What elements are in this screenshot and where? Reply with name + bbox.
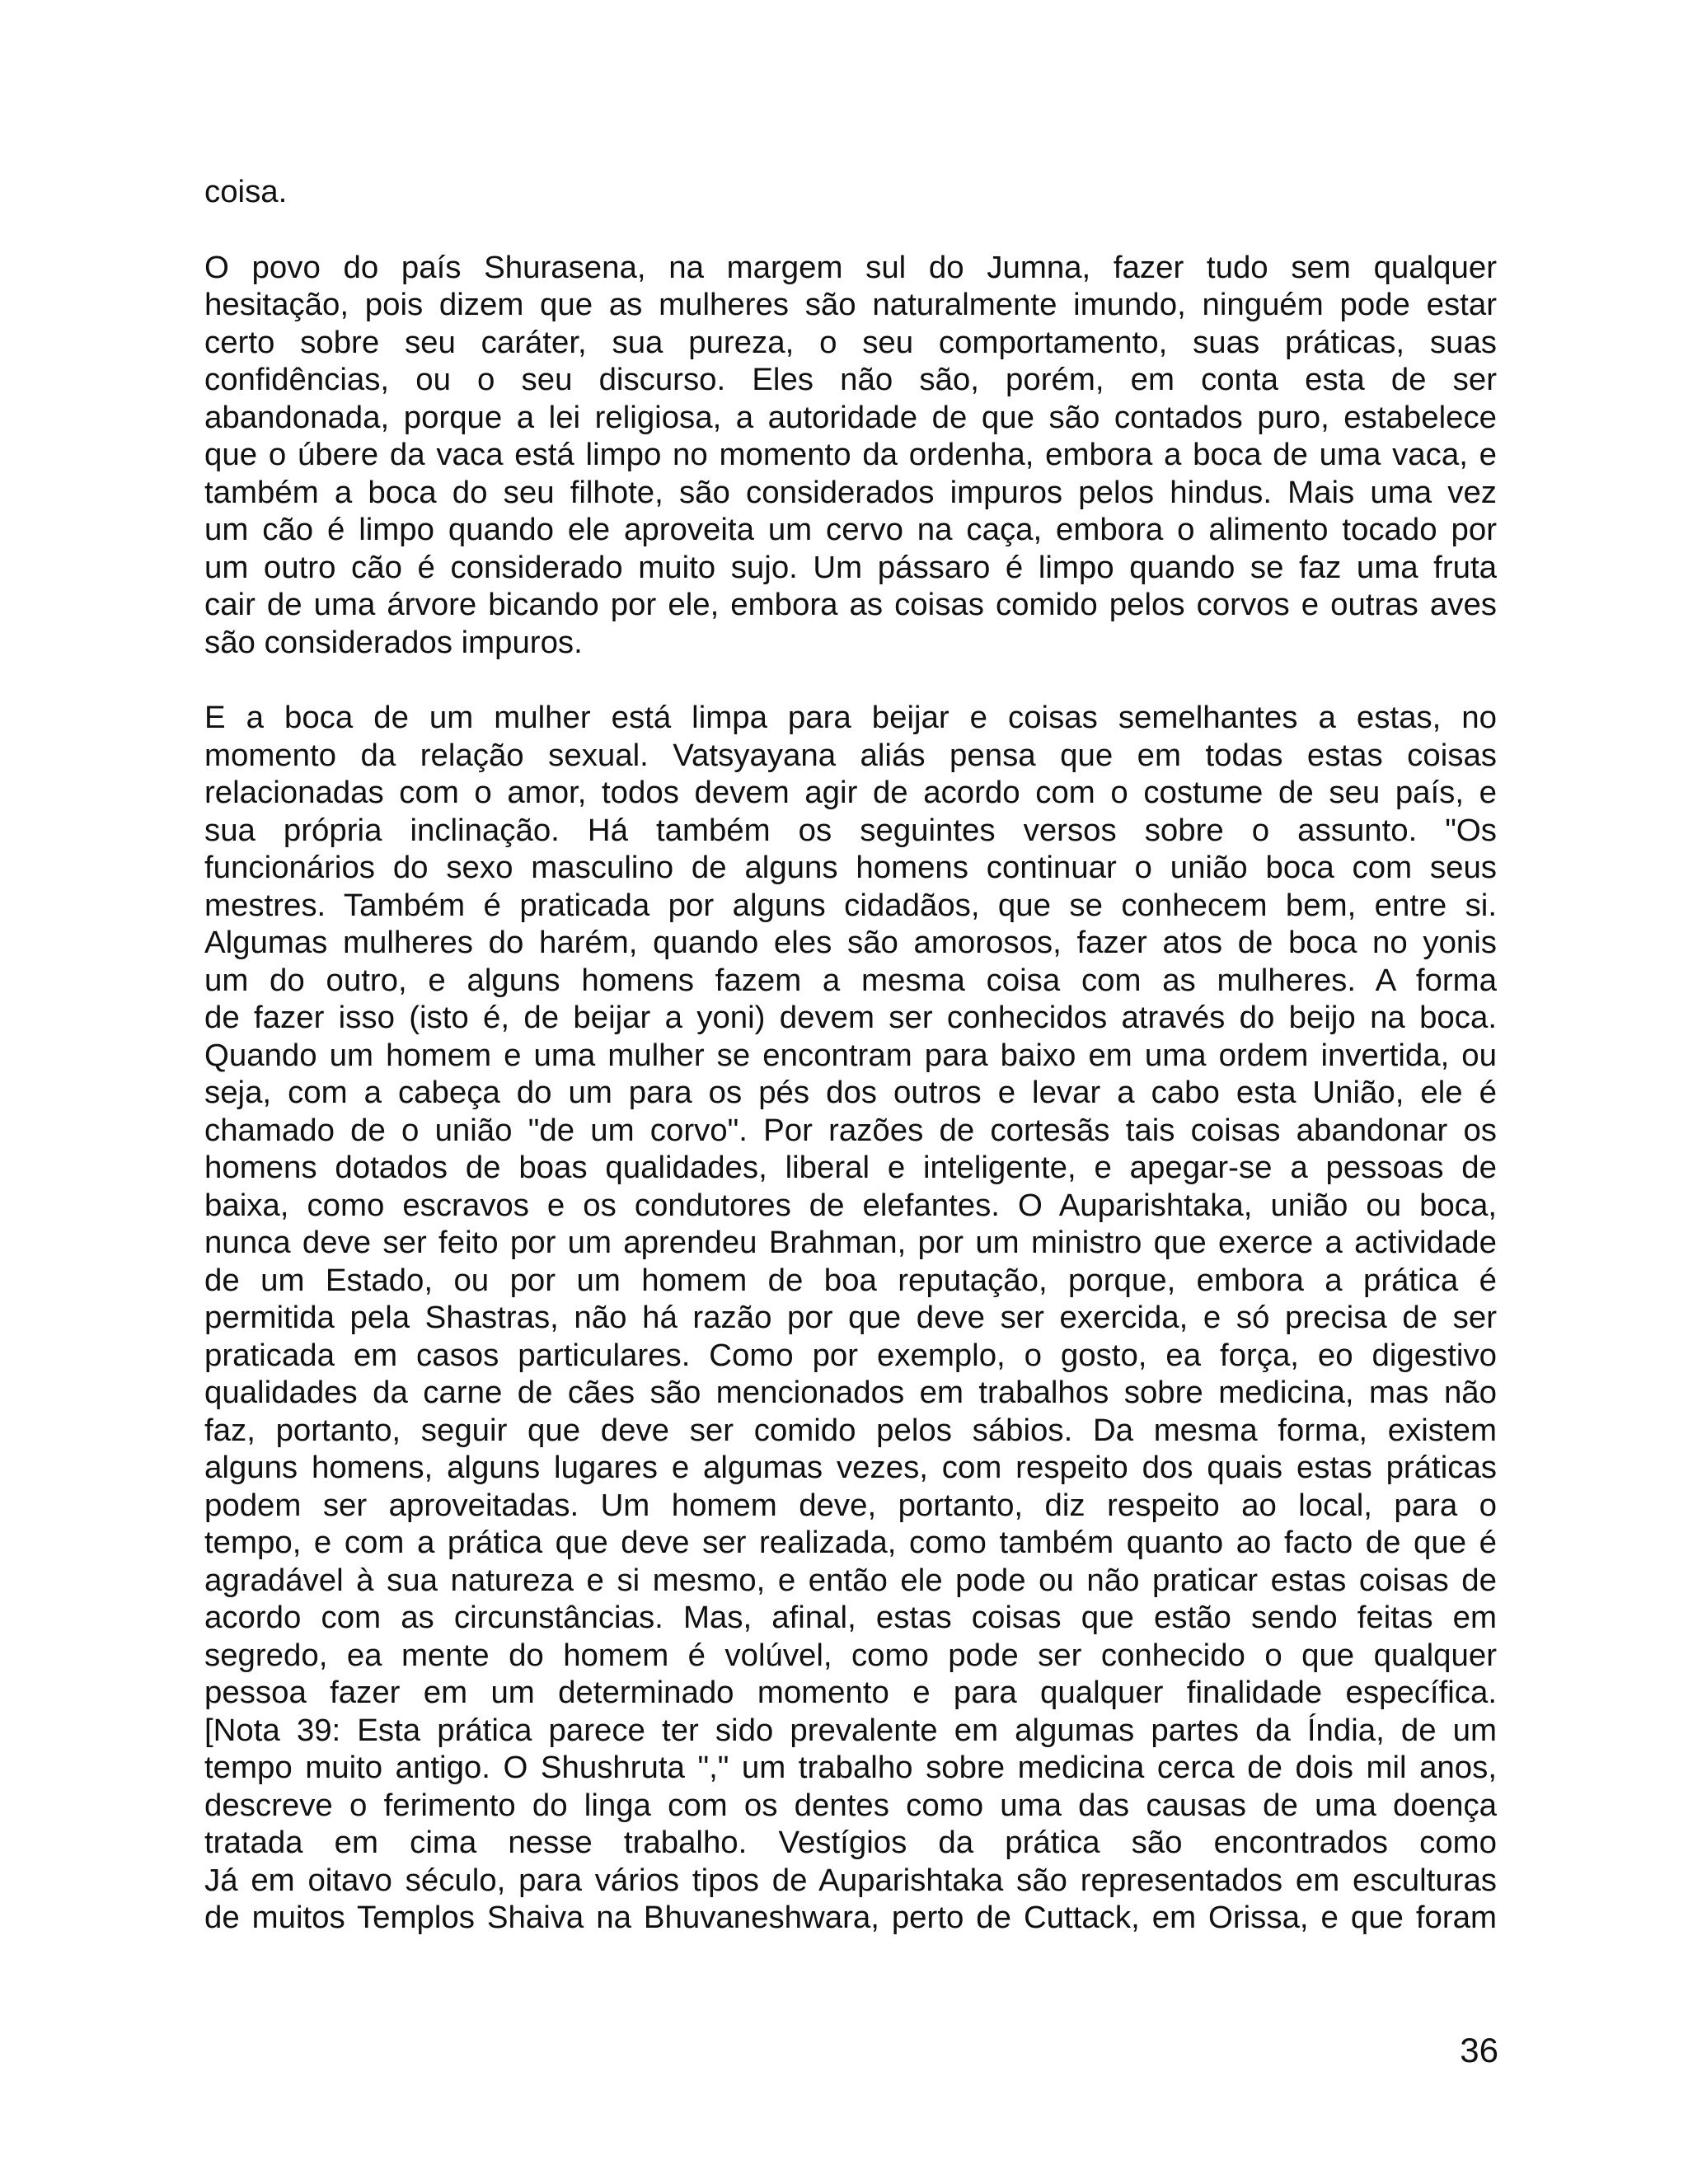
text-line: O povo do país Shurasena, na margem sul do Jumna, fazer tudo sem qualquer bbox=[204, 249, 1497, 285]
text-line: certo sobre seu caráter, sua pureza, o seu comportamento, suas práticas, suas bbox=[204, 324, 1497, 360]
page-number: 36 bbox=[1460, 2031, 1498, 2069]
text-line: alguns homens, alguns lugares e algumas vezes, com respeito dos quais estas práticas bbox=[204, 1450, 1497, 1485]
text-line: seja, com a cabeça do um para os pés dos outros e levar a cabo esta União, ele é bbox=[204, 1075, 1497, 1110]
text-line: coisa. bbox=[204, 174, 288, 209]
text-line: de muitos Templos Shaiva na Bhuvaneshwara, perto de Cuttack, em Orissa, e que foram bbox=[204, 1900, 1497, 1935]
paragraph-gap bbox=[204, 211, 1497, 249]
text-line: praticada em casos particulares. Como por exemplo, o gosto, ea força, eo digestivo bbox=[204, 1337, 1497, 1373]
text-line: um cão é limpo quando ele aproveita um cervo na caça, embora o alimento tocado por bbox=[204, 512, 1497, 547]
text-line: descreve o ferimento do linga com os dentes como uma das causas de uma doença bbox=[204, 1787, 1497, 1823]
text-line: homens dotados de boas qualidades, liberal e inteligente, e apegar-se a pessoas de bbox=[204, 1150, 1497, 1185]
text-line: E a boca de um mulher está limpa para beijar e coisas semelhantes a estas, no bbox=[204, 700, 1497, 735]
text-line: tempo, e com a prática que deve ser realizada, como também quanto ao facto de que é bbox=[204, 1525, 1497, 1560]
text-line: também a boca do seu filhote, são considerados impuros pelos hindus. Mais uma vez bbox=[204, 474, 1497, 510]
text-line: abandonada, porque a lei religiosa, a autoridade de que são contados puro, estabelece bbox=[204, 399, 1497, 435]
text-line: de fazer isso (isto é, de beijar a yoni) devem ser conhecidos através do beijo na boca. bbox=[204, 1000, 1497, 1035]
text-line: qualidades da carne de cães são mencionados em trabalhos sobre medicina, mas não bbox=[204, 1375, 1497, 1410]
text-line: Já em oitavo século, para vários tipos de Auparishtaka são representados em esculturas bbox=[204, 1862, 1497, 1898]
text-line: que o úbere da vaca está limpo no momento da ordenha, embora a boca de uma vaca, e bbox=[204, 437, 1497, 472]
page-body bbox=[204, 173, 1497, 1937]
paragraph bbox=[204, 249, 1497, 662]
text-line: acordo com as circunstâncias. Mas, afinal, estas coisas que estão sendo feitas em bbox=[204, 1600, 1497, 1635]
text-line: faz, portanto, seguir que deve ser comido pelos sábios. Da mesma forma, existem bbox=[204, 1412, 1497, 1448]
text-line: nunca deve ser feito por um aprendeu Brahman, por um ministro que exerce a actividade bbox=[204, 1225, 1497, 1260]
text-line: um outro cão é considerado muito sujo. Um pássaro é limpo quando se faz uma fruta bbox=[204, 549, 1497, 585]
text-line: cair de uma árvore bicando por ele, embora as coisas comido pelos corvos e outras aves bbox=[204, 587, 1497, 622]
paragraph bbox=[204, 699, 1497, 1937]
text-line: chamado de o união "de um corvo". Por razões de cortesãs tais coisas abandonar os bbox=[204, 1112, 1497, 1148]
text-line: agradável à sua natureza e si mesmo, e então ele pode ou não praticar estas coisas de bbox=[204, 1562, 1497, 1598]
text-line: tratada em cima nesse trabalho. Vestígios da prática são encontrados como bbox=[204, 1825, 1497, 1860]
text-line: sua própria inclinação. Há também os seguintes versos sobre o assunto. "Os bbox=[204, 812, 1497, 848]
text-line: confidências, ou o seu discurso. Eles não são, porém, em conta esta de ser bbox=[204, 362, 1497, 397]
text-line: baixa, como escravos e os condutores de elefantes. O Auparishtaka, união ou boca, bbox=[204, 1187, 1497, 1223]
text-line: hesitação, pois dizem que as mulheres são naturalmente imundo, ninguém pode estar bbox=[204, 287, 1497, 322]
paragraph bbox=[204, 173, 1497, 211]
text-line: um do outro, e alguns homens fazem a mesma coisa com as mulheres. A forma bbox=[204, 962, 1497, 998]
text-line: momento da relação sexual. Vatsyayana aliás pensa que em todas estas coisas bbox=[204, 737, 1497, 773]
text-line: são considerados impuros. bbox=[204, 624, 583, 660]
text-line: [Nota 39: Esta prática parece ter sido prevalente em algumas partes da Índia, de um bbox=[204, 1712, 1497, 1748]
text-line: segredo, ea mente do homem é volúvel, como pode ser conhecido o que qualquer bbox=[204, 1637, 1497, 1673]
text-line: funcionários do sexo masculino de alguns homens continuar o união boca com seus bbox=[204, 850, 1497, 885]
text-line: Quando um homem e uma mulher se encontram para baixo em uma ordem invertida, ou bbox=[204, 1037, 1497, 1073]
text-line: permitida pela Shastras, não há razão por que deve ser exercida, e só precisa de ser bbox=[204, 1300, 1497, 1335]
text-line: pessoa fazer em um determinado momento e para qualquer finalidade específica. bbox=[204, 1675, 1497, 1710]
text-line: podem ser aproveitadas. Um homem deve, portanto, diz respeito ao local, para o bbox=[204, 1487, 1497, 1523]
text-line: Algumas mulheres do harém, quando eles são amorosos, fazer atos de boca no yonis bbox=[204, 925, 1497, 960]
text-line: tempo muito antigo. O Shushruta "," um trabalho sobre medicina cerca de dois mil anos, bbox=[204, 1750, 1497, 1785]
text-line: mestres. Também é praticada por alguns cidadãos, que se conhecem bem, entre si. bbox=[204, 887, 1497, 923]
text-line: de um Estado, ou por um homem de boa reputação, porque, embora a prática é bbox=[204, 1262, 1497, 1298]
paragraph-gap bbox=[204, 661, 1497, 699]
text-line: relacionadas com o amor, todos devem agir de acordo com o costume de seu país, e bbox=[204, 775, 1497, 810]
